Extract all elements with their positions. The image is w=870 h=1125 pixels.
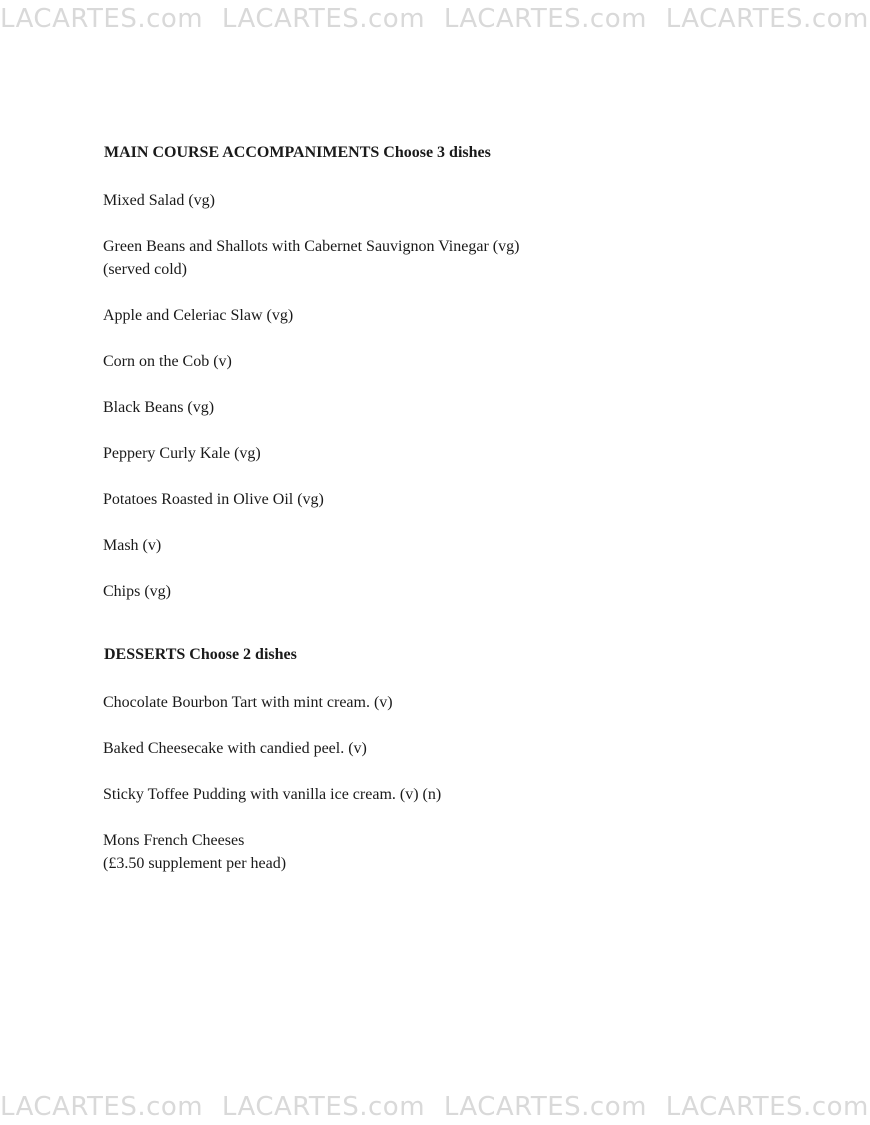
menu-document [103,141,803,898]
menu-item [103,783,803,806]
watermark-text: LACARTES.com [443,1092,647,1122]
menu-item [103,534,803,557]
watermark-bottom [0,1090,870,1124]
menu-item-text: Peppery Curly Kale (vg) [103,445,261,462]
menu-item-note: (£3.50 supplement per head) [103,855,287,872]
section-heading: MAIN COURSE ACCOMPANIMENTS Choose 3 dishes [104,144,491,161]
menu-item-text: Sticky Toffee Pudding with vanilla ice cream. (v) (n) [103,786,442,803]
menu-item-text: Apple and Celeriac Slaw (vg) [103,307,294,324]
menu-item-text: Black Beans (vg) [103,399,215,416]
watermark-text: LACARTES.com [665,1092,869,1122]
menu-item-text: Mash (v) [103,537,162,554]
menu-item [103,737,803,760]
section-desserts [103,643,803,875]
watermark-top [0,2,870,36]
menu-item [103,304,803,327]
menu-item [103,396,803,419]
watermark-text: LACARTES.com [221,4,426,34]
section-main-course-accompaniments [103,141,803,603]
menu-item [103,442,803,465]
menu-item [103,189,803,212]
menu-item [103,235,803,281]
menu-item [103,488,803,511]
menu-item-text: Chocolate Bourbon Tart with mint cream. (v) [103,694,393,711]
watermark-text: LACARTES.com [0,1092,204,1122]
watermark-text: LACARTES.com [0,4,204,34]
menu-item-text: Mixed Salad (vg) [103,192,215,209]
menu-item [103,580,803,603]
menu-item-text: Baked Cheesecake with candied peel. (v) [103,740,367,757]
menu-item-text: Chips (vg) [103,583,171,600]
menu-item [103,691,803,714]
menu-item [103,350,803,373]
menu-item-text: Corn on the Cob (v) [103,353,232,370]
menu-item [103,829,803,875]
menu-item-note: (served cold) [103,261,187,278]
menu-item-text: Potatoes Roasted in Olive Oil (vg) [103,491,324,508]
menu-item-text: Green Beans and Shallots with Cabernet Sauvignon Vinegar (vg) [103,238,520,255]
section-heading: DESSERTS Choose 2 dishes [104,646,297,663]
watermark-text: LACARTES.com [443,4,647,34]
menu-item-text: Mons French Cheeses [103,832,245,849]
watermark-text: LACARTES.com [221,1092,426,1122]
watermark-text: LACARTES.com [665,4,869,34]
